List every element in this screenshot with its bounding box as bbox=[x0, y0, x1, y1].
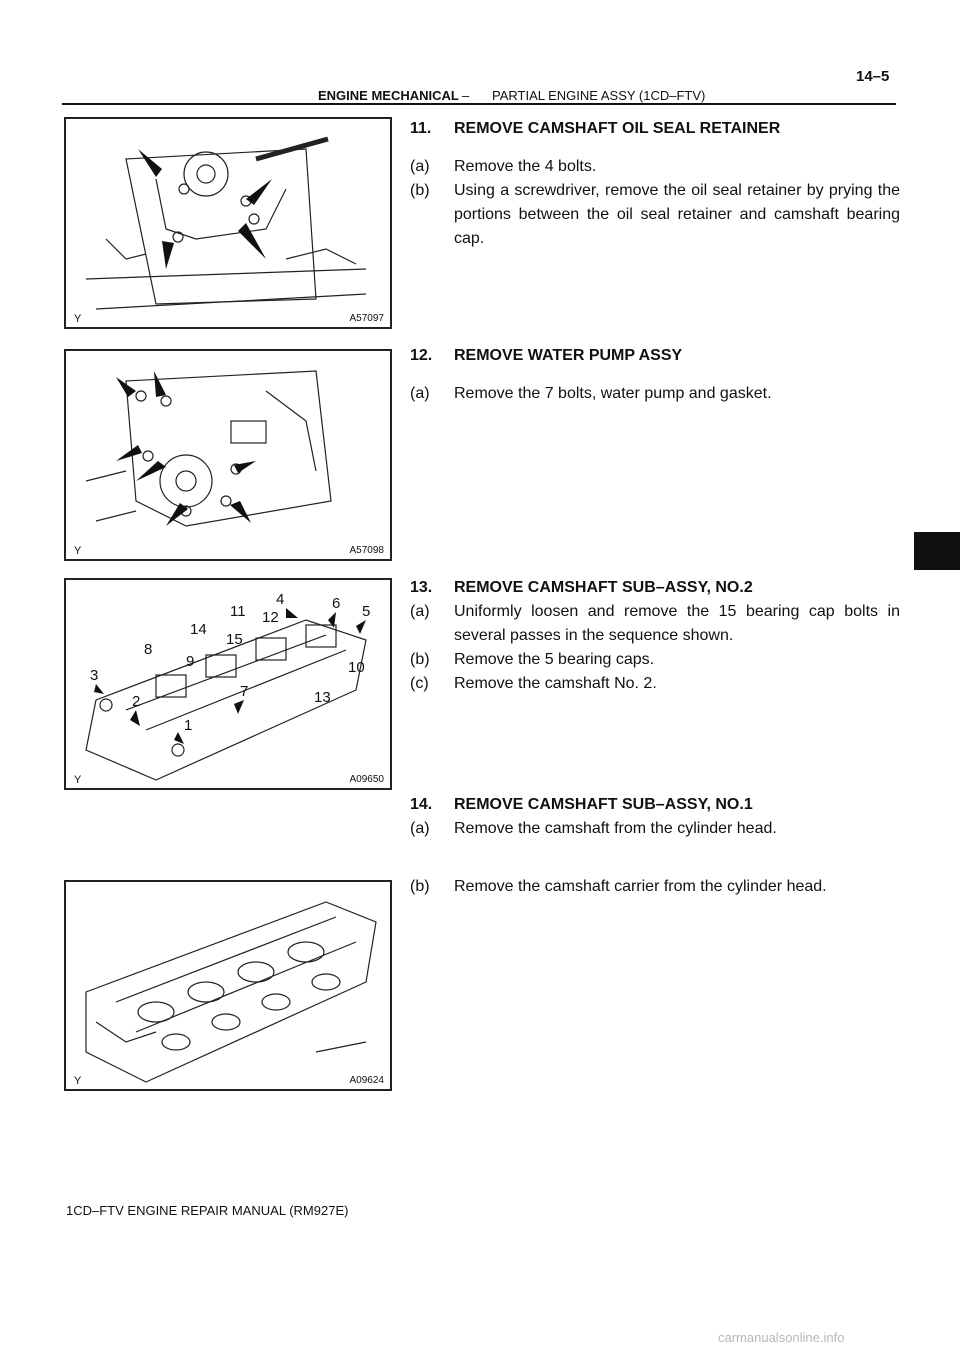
figure-orientation-mark: Y bbox=[74, 545, 82, 557]
step-title bbox=[410, 576, 900, 600]
callout-11: 11 bbox=[230, 603, 246, 620]
item-text: Remove the 5 bearing caps. bbox=[454, 651, 655, 668]
item-text: Using a screwdriver, remove the oil seal retainer by prying the portions between the oil seal retainer and camshaft bearing cap. bbox=[454, 182, 900, 247]
callout-4: 4 bbox=[276, 591, 285, 608]
step-14 bbox=[410, 793, 900, 899]
figure-water-pump bbox=[64, 349, 392, 561]
step-item bbox=[410, 817, 900, 841]
item-label: (a) bbox=[410, 820, 430, 837]
callout-10: 10 bbox=[348, 659, 365, 676]
item-label: (c) bbox=[410, 675, 429, 692]
step-title bbox=[410, 793, 900, 817]
step-number: 13. bbox=[410, 579, 433, 596]
step-number: 14. bbox=[410, 796, 433, 813]
callout-12: 12 bbox=[262, 609, 279, 626]
step-title bbox=[410, 117, 900, 141]
item-text: Remove the 7 bolts, water pump and gasket. bbox=[454, 385, 772, 402]
callout-13: 13 bbox=[314, 689, 331, 706]
step-item bbox=[410, 648, 900, 672]
item-text: Remove the camshaft No. 2. bbox=[454, 675, 657, 692]
watermark: carmanualsonline.info bbox=[718, 1330, 845, 1345]
callout-2: 2 bbox=[132, 693, 141, 710]
step-12 bbox=[410, 344, 900, 406]
item-label: (b) bbox=[410, 651, 430, 668]
step-item bbox=[410, 875, 900, 899]
header-subsection: PARTIAL ENGINE ASSY (1CD–FTV) bbox=[492, 88, 706, 103]
figure-code: A09650 bbox=[349, 774, 384, 785]
item-label: (a) bbox=[410, 385, 430, 402]
item-text: Remove the 4 bolts. bbox=[454, 158, 597, 175]
step-title-text: REMOVE CAMSHAFT OIL SEAL RETAINER bbox=[454, 120, 781, 137]
step-item bbox=[410, 155, 900, 179]
callout-6: 6 bbox=[332, 595, 341, 612]
figure-orientation-mark: Y bbox=[74, 1075, 82, 1087]
figure-code: A09624 bbox=[349, 1075, 384, 1086]
cylinder-head-illustration bbox=[66, 882, 390, 1089]
step-title bbox=[410, 344, 900, 368]
manual-footer: 1CD–FTV ENGINE REPAIR MANUAL (RM927E) bbox=[66, 1203, 349, 1218]
callout-3: 3 bbox=[90, 667, 99, 684]
step-title-text: REMOVE CAMSHAFT SUB–ASSY, NO.2 bbox=[454, 579, 753, 596]
callout-7: 7 bbox=[240, 683, 249, 700]
callout-8: 8 bbox=[144, 641, 153, 658]
figure-code: A57098 bbox=[349, 545, 384, 556]
callout-15: 15 bbox=[226, 631, 243, 648]
step-number: 11. bbox=[410, 120, 432, 137]
item-label: (a) bbox=[410, 158, 430, 175]
camshaft-illustration bbox=[66, 580, 390, 788]
figure-cylinder-head bbox=[64, 880, 392, 1091]
item-label: (b) bbox=[410, 878, 430, 895]
callout-14: 14 bbox=[190, 621, 207, 638]
step-title-text: REMOVE WATER PUMP ASSY bbox=[454, 347, 683, 364]
step-item bbox=[410, 600, 900, 648]
item-label: (a) bbox=[410, 603, 430, 620]
header-rule bbox=[62, 103, 896, 105]
item-label: (b) bbox=[410, 182, 430, 199]
item-text: Uniformly loosen and remove the 15 bearing cap bolts in several passes in the sequence shown. bbox=[454, 603, 900, 644]
step-item bbox=[410, 179, 900, 251]
item-text: Remove the camshaft carrier from the cylinder head. bbox=[454, 878, 827, 895]
header-section: ENGINE MECHANICAL bbox=[318, 88, 459, 103]
header-separator: – bbox=[462, 88, 470, 103]
engine-illustration bbox=[66, 119, 390, 327]
step-item bbox=[410, 382, 900, 406]
callout-1: 1 bbox=[184, 717, 193, 734]
engine-illustration bbox=[66, 351, 390, 559]
figure-orientation-mark: Y bbox=[74, 774, 82, 786]
step-item bbox=[410, 672, 900, 696]
callout-9: 9 bbox=[186, 653, 195, 670]
step-number: 12. bbox=[410, 347, 433, 364]
step-11 bbox=[410, 117, 900, 251]
figure-oil-seal-retainer bbox=[64, 117, 392, 329]
callout-5: 5 bbox=[362, 603, 371, 620]
figure-orientation-mark: Y bbox=[74, 313, 82, 325]
section-tab-marker bbox=[914, 532, 960, 570]
item-text: Remove the camshaft from the cylinder head. bbox=[454, 820, 777, 837]
figure-code: A57097 bbox=[349, 313, 384, 324]
figure-bolt-sequence bbox=[64, 578, 392, 790]
step-13 bbox=[410, 576, 900, 696]
step-title-text: REMOVE CAMSHAFT SUB–ASSY, NO.1 bbox=[454, 796, 753, 813]
page-number: 14–5 bbox=[856, 68, 890, 85]
